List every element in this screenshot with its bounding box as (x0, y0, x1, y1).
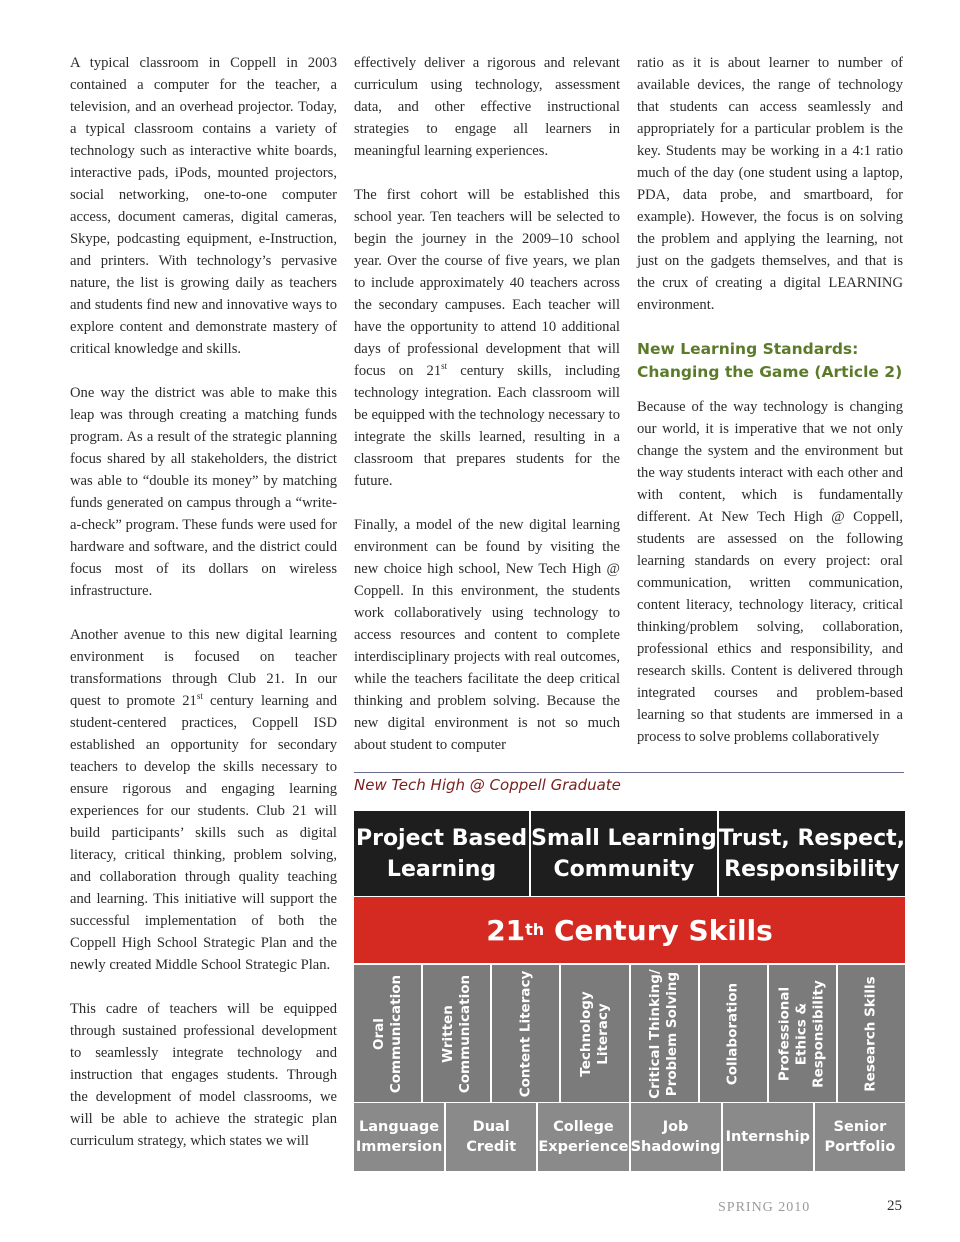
paragraph: ratio as it is about learner to number of available devices, the range of technology that students can access seamlessly and appropriately for a particular problem is the key. Students may be working in a 4:1 ratio much of the day (one student using a laptop, PDA, data probe, and smartboard, for example). However, the focus is on solving the problem and applying the learning, not just on the gadgets themselves, and that is the crux of creating a digital LEARNING environment. (637, 55, 903, 313)
bottom-cell: Language Immersion (354, 1103, 444, 1171)
skill-cell (492, 965, 559, 1102)
bottom-cell: Dual Credit (446, 1103, 536, 1171)
bottom-cell: Senior Portfolio (815, 1103, 905, 1171)
superscript: st (196, 691, 203, 701)
superscript: st (441, 361, 448, 371)
top-cell-label: Project Based Learning (355, 825, 528, 882)
top-cell (531, 811, 717, 896)
paragraph: effectively deliver a rigorous and relevant curriculum using technology, assessment data, and other effective instructional strategies to engage all learners in meaningful learning experiences. (354, 55, 620, 159)
skill-label: Content Literacy (517, 970, 534, 1097)
paragraph: Finally, a model of the new digital learning environment can be found by visiting the new choice high school, New Tech High @ Coppell. In this environment, the students work collaboratively using technology to access resources and content to complete interdisciplinary projects with real outcomes, while the teachers facilitate the deep critical thinking and problem solving. Because the new digital environment is not so much about student to computer (354, 517, 620, 753)
page-number: 25 (887, 1198, 902, 1214)
paragraph (70, 624, 337, 976)
paragraph-text: century skills, including technology integration. Each classroom will be equipped with the technology necessary to integrate the skills learned, resulting in a classroom that prepares students for the future. (354, 363, 620, 489)
article-column-2 (354, 52, 620, 778)
paragraph: Because of the way technology is changing our world, it is imperative that we not only change the system and the environment but the way students interact with each other and with content, which is fundamentally different. At New Tech High @ Coppell, students are assessed on the following learning standards on every project: oral communication, written communication, content literacy, technology literacy, critical thinking/problem solving, collaboration, professional ethics and responsibility, and research skills. Content is delivered through integrated courses and problem-based learning so that students are immersed in a process to solve problems collaboratively (637, 399, 903, 745)
banner-text: 21 (486, 913, 526, 947)
skill-cell (354, 965, 421, 1102)
skill-label: Research Skills (862, 975, 879, 1092)
skill-label: Written Communication (439, 974, 473, 1093)
skill-cell (423, 965, 490, 1102)
skill-cell (631, 965, 698, 1102)
bottom-cell: College Experience (538, 1103, 628, 1171)
figure-caption: New Tech High @ Coppell Graduate (354, 776, 621, 794)
figure-divider (354, 772, 904, 773)
skill-cell (838, 965, 905, 1102)
century-skills-banner: 21 th Century Skills (354, 897, 905, 965)
top-cell (719, 811, 905, 896)
skill-label: Professional Ethics & Responsibility (776, 979, 827, 1088)
diagram-skills-row (354, 965, 905, 1102)
paragraph (354, 184, 620, 492)
skill-label: Oral Communication (370, 974, 404, 1093)
heading-line: New Learning Standards: (637, 340, 859, 358)
bottom-cell: Internship (723, 1103, 813, 1171)
skill-label: Collaboration (724, 982, 741, 1085)
article-column-1 (70, 52, 337, 1174)
paragraph-text: Another avenue to this new digital learning environment is focused on teacher transformations through Club 21. In our quest to promote 21 (70, 627, 337, 709)
skill-label: Critical Thinking/ Problem Solving (647, 968, 681, 1099)
heading-line: Changing the Game (Article 2) (637, 363, 903, 381)
bottom-cell: Job Shadowing (631, 1103, 721, 1171)
skill-cell (561, 965, 628, 1102)
skill-cell (769, 965, 836, 1102)
paragraph: A typical classroom in Coppell in 2003 contained a computer for the teacher, a television, and an overhead projector. Today, a typical classroom contains a variety of technology such as interactive white boards, interactive pads, iPods, mounted projectors, social networking, one-to-one computer access, document cameras, digital cameras, Skype, podcasting equipment, e-Instruction, and printers. With technology’s pervasive nature, the list is growing daily as teachers and students find new and innovative ways to explore content and demonstrate mastery of critical knowledge and skills. (70, 55, 337, 357)
paragraph-text: The first cohort will be established this school year. Ten teachers will be selected to begin the journey in the 2009–10 school year. Over the course of five years, we plan to include approximately 40 teachers across the secondary campuses. Each teacher will have the opportunity to attend 10 additional days of professional development that will focus on 21 (354, 187, 620, 379)
issue-label: SPRING 2010 (718, 1200, 811, 1215)
skill-cell (700, 965, 767, 1102)
diagram-bottom-row (354, 1103, 905, 1171)
article-column-3 (637, 52, 903, 770)
top-cell-label: Small Learning Community (531, 825, 717, 882)
skill-label: Technology Literacy (577, 990, 611, 1077)
diagram-top-row (354, 811, 905, 896)
section-heading (637, 338, 903, 384)
top-cell (354, 811, 529, 896)
banner-text: Century Skills (544, 913, 773, 947)
graduate-diagram (354, 811, 905, 1171)
paragraph-text: century learning and student-centered practices, Coppell ISD established an opportunity for secondary teachers to develop the skills necessary to ensure rigorous and engaging learning experiences for our students. Club 21 will build participants’ skills such as digital literacy, critical thinking, problem solving, and collaboration through quality teaching and learning. This initiative will support the successful implementation of both the Coppell High School Strategic Plan and the newly created Middle School Strategic Plan. (70, 693, 337, 973)
top-cell-label: Trust, Respect, Responsibility (718, 825, 905, 882)
paragraph: This cadre of teachers will be equipped through sustained professional development to seamlessly integrate technology and instruction that engages students. Through the development of model classrooms, we will be able to achieve the strategic plan curriculum strategy, which states we will (70, 1001, 337, 1149)
paragraph: One way the district was able to make this leap was through creating a matching funds program. As a result of the strategic planning focus shared by all stakeholders, the district was able to “double its money” by matching funds generated on campus through a “write-a-check” program. These funds were used for hardware and software, and the district could focus most of its dollars on wireless infrastructure. (70, 385, 337, 599)
